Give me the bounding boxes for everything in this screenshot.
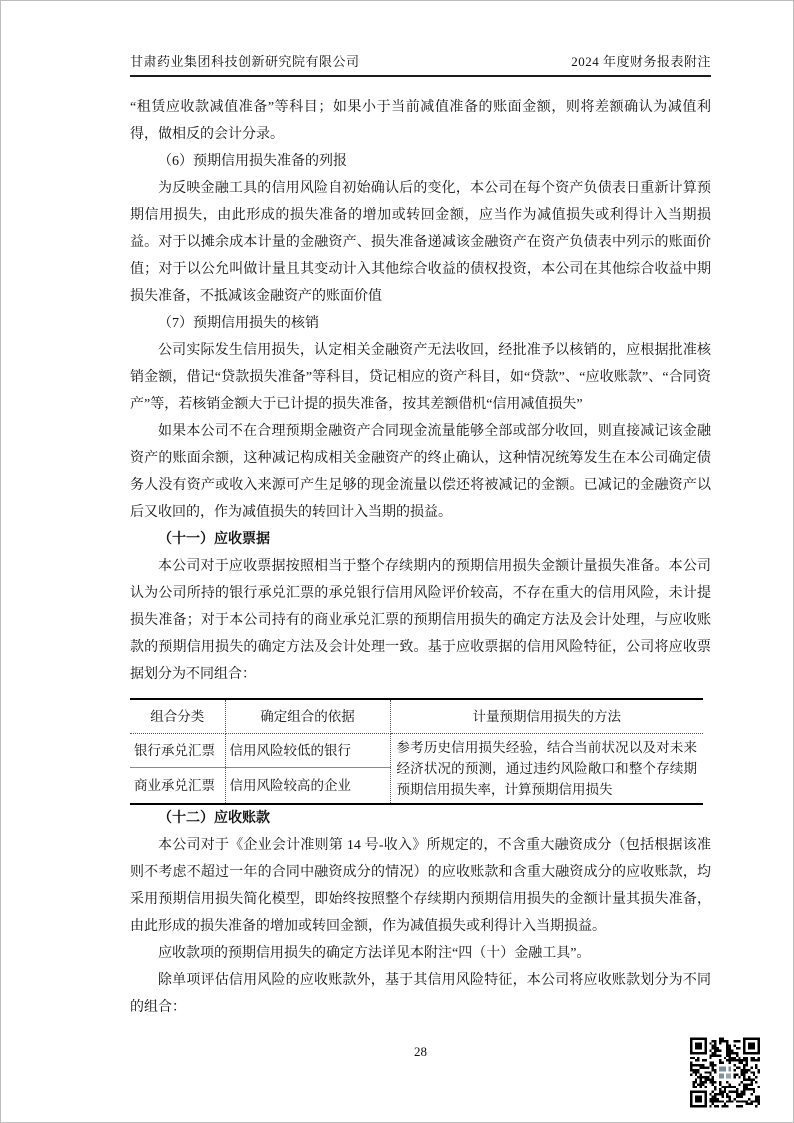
paragraph: “租赁应收款减值准备”等科目；如果小于当前减值准备的账面金额，则将差额确认为减值利得，做相反的会计分录。 [130, 100, 711, 142]
paragraph: 本公司对于《企业会计准则第 14 号-收入》所规定的，不含重大融资成分（包括根据该准则不考虑不超过一年的合同中融资成分的情况）的应收账款和含重大融资成分的应收账款，均采用预期信用损失简化模型，即始终按照整个存续期内预期信用损失的金额计量其损失准备，由此形成的损失准备的增加或转回金额，作为减值损失或利得计入当期损益。 [130, 838, 711, 934]
cell-method-merged: 参考历史信用损失经验，结合当前状况以及对未来经济状况的预测，通过违约风险敞口和整个存续期预期信用损失率，计算预期信用损失 [396, 740, 697, 797]
header-rule [130, 75, 711, 77]
header-company-name: 甘肃药业集团科技创新研究院有限公司 [130, 54, 360, 69]
column-header-category: 组合分类 [130, 699, 225, 734]
cell-category: 商业承兑汇票 [130, 768, 225, 805]
paragraph: 应收款项的预期信用损失的确定方法详见本附注“四（十）金融工具”。 [158, 946, 591, 961]
paragraph: 如果本公司不在合理预期金融资产合同现金流量能够全部或部分收回，则直接减记该金融资产的账面余额，这种减记构成相关金融资产的终止确认，这种情况统筹发生在本公司确定债务人没有资产或收入来源可产生足够的现金流量以偿还将被减记的金额。已减记的金融资产以后又收回的，作为减值损失的转回计入当期的损益。 [130, 424, 711, 520]
column-header-method: 计量预期信用损失的方法 [390, 699, 703, 734]
paragraph: 公司实际发生信用损失，认定相关金融资产无法收回，经批准予以核销的，应根据批准核销金额，借记“贷款损失准备”等科目，贷记相应的资产科目，如“贷款”、“应收账款”、“合同资产”等，若核销金额大于已计提的损失准备，按其差额借机“信用减值损失” [130, 343, 711, 412]
receivables-portfolio-table [130, 698, 703, 805]
section-heading-7: （7）预期信用损失的核销 [158, 316, 319, 331]
header-doc-title: 2024 年度财务报表附注 [571, 54, 711, 69]
cell-basis: 信用风险较高的企业 [225, 768, 390, 805]
column-header-basis: 确定组合的依据 [225, 699, 390, 734]
qr-code [690, 1037, 760, 1108]
section-heading-6: （6）预期信用损失准备的列报 [158, 154, 347, 169]
section-heading-11: （十一）应收票据 [158, 532, 270, 547]
table-row [130, 734, 703, 768]
page-number: 28 [414, 1044, 427, 1059]
cell-basis: 信用风险较低的银行 [225, 734, 390, 768]
cell-category: 银行承兑汇票 [130, 734, 225, 768]
paragraph: 为反映金融工具的信用风险自初始确认后的变化，本公司在每个资产负债表日重新计算预期信用损失，由此形成的损失准备的增加或转回金额，应当作为减值损失或利得计入当期损益。对于以摊余成本计量的金融资产、损失准备递减该金融资产在资产负债表中列示的账面价值；对于以公允叫做计量且其变动计入其他综合收益的债权投资，本公司在其他综合收益中期损失准备，不抵减该金融资产的账面价值 [130, 181, 711, 304]
section-heading-12: （十二）应收账款 [158, 811, 270, 826]
paragraph: 本公司对于应收票据按照相当于整个存续期内的预期信用损失金额计量损失准备。本公司认为公司所持的银行承兑汇票的承兑银行信用风险评价较高，不存在重大的信用风险，未计提损失准备；对于本公司持有的商业承兑汇票的预期信用损失的确定方法及会计处理，与应收账款的预期信用损失的确定方法及会计处理一致。基于应收票据的信用风险特征，公司将应收票据划分为不同组合： [130, 559, 711, 682]
table-header-row [130, 699, 703, 734]
paragraph: 除单项评估信用风险的应收账款外，基于其信用风险特征，本公司将应收账款划分为不同的组合： [130, 973, 711, 1015]
document-body [130, 94, 711, 1021]
document-header [130, 51, 711, 70]
